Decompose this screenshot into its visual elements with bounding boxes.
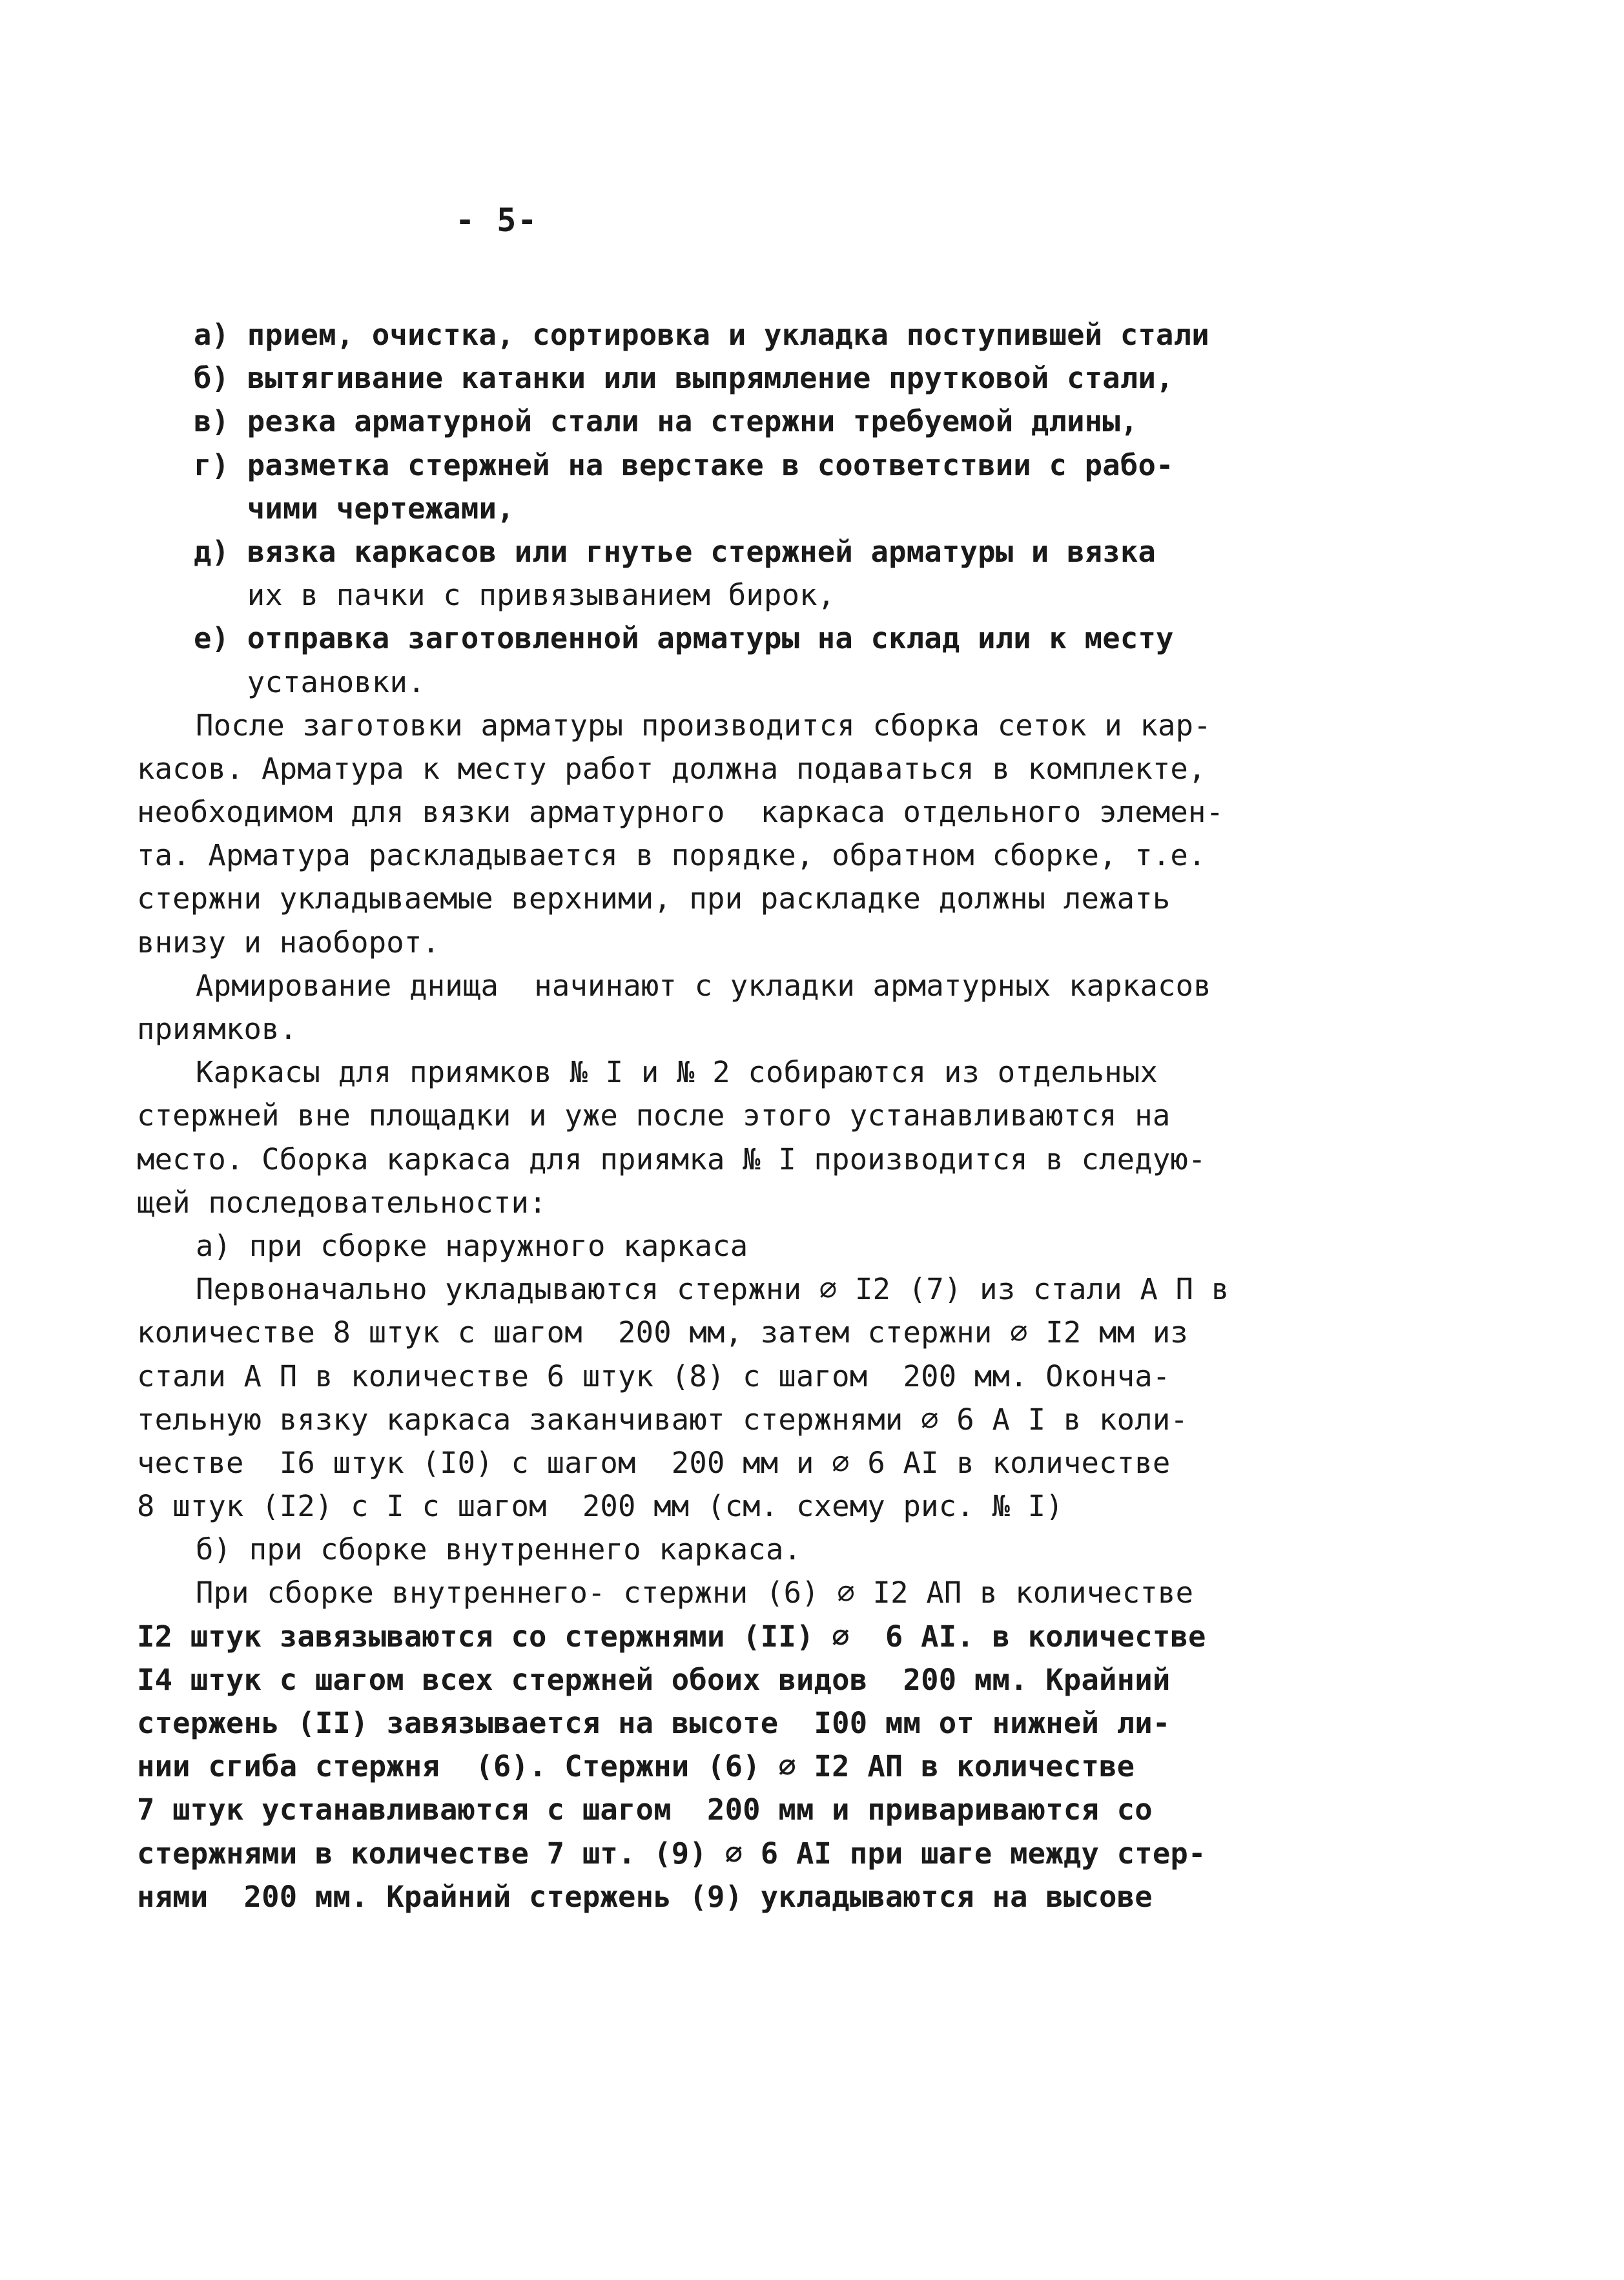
text-line: г) разметка стержней на верстаке в соответствии с рабо- (194, 447, 1174, 482)
text-line: Первоначально укладываются стержни ∅ I2 (7) из стали А П в (196, 1272, 1229, 1307)
text-line: место. Сборка каркаса для приямка № I производится в следую- (137, 1142, 1206, 1176)
text-line: При сборке внутреннего- стержни (6) ∅ I2 АП в количестве (196, 1576, 1194, 1610)
text-line: честве I6 штук (I0) с шагом 200 мм и ∅ 6 АI в количестве (137, 1445, 1171, 1480)
text-line: е) отправка заготовленной арматуры на склад или к месту (194, 621, 1174, 656)
page-number: - 5- (455, 201, 539, 239)
text-line: б) вытягивание катанки или выпрямление прутковой стали, (194, 361, 1174, 396)
text-line: I4 штук с шагом всех стержней обоих видов 200 мм. Крайний (137, 1662, 1171, 1697)
text-line: в) резка арматурной стали на стержни требуемой длины, (194, 404, 1138, 439)
text-line: нии сгиба стержня (6). Стержни (6) ∅ I2 АП в количестве (137, 1749, 1135, 1784)
body-text (129, 313, 1227, 1918)
text-line: а) прием, очистка, сортировка и укладка поступившей стали (194, 318, 1209, 352)
text-line: нями 200 мм. Крайний стержень (9) укладываются на высове (137, 1879, 1153, 1914)
text-line: установки. (194, 664, 426, 699)
text-line: Армирование днища начинают с укладки арматурных каркасов (196, 968, 1211, 1003)
text-line: I2 штук завязываются со стержнями (II) ∅ 6 АI. в количестве (137, 1619, 1206, 1654)
text-line: щей последовательности: (137, 1185, 547, 1220)
text-line: Каркасы для приямков № I и № 2 собираются из отдельных (196, 1055, 1158, 1090)
text-line: касов. Арматура к месту работ должна подаваться в комплекте, (137, 751, 1206, 786)
text-line: стали А П в количестве 6 штук (8) с шагом 200 мм. Оконча- (137, 1359, 1171, 1393)
text-line: их в пачки с привязыванием бирок, (194, 578, 836, 613)
text-line: приямков. (137, 1012, 298, 1046)
text-line: б) при сборке внутреннего каркаса. (196, 1532, 802, 1567)
text-line: стержней вне площадки и уже после этого устанавливаются на (137, 1098, 1171, 1133)
text-line: 8 штук (I2) с I с шагом 200 мм (см. схему рис. № I) (137, 1489, 1064, 1524)
text-line: необходимом для вязки арматурного каркаса отдельного элемен- (137, 795, 1224, 830)
text-line: стержень (II) завязывается на высоте I00 мм от нижней ли- (137, 1706, 1171, 1740)
text-line: та. Арматура раскладывается в порядке, обратном сборке, т.е. (137, 838, 1206, 873)
text-line: После заготовки арматуры производится сборка сеток и кар- (196, 708, 1211, 743)
text-line: 7 штук устанавливаются с шагом 200 мм и привариваются со (137, 1792, 1153, 1827)
text-line: тельную вязку каркаса заканчивают стержнями ∅ 6 А I в коли- (137, 1402, 1189, 1437)
text-line: внизу и наоборот. (137, 925, 440, 960)
text-line: а) при сборке наружного каркаса (196, 1228, 748, 1263)
text-line: д) вязка каркасов или гнутье стержней арматуры и вязка (194, 534, 1156, 569)
text-line: чими чертежами, (194, 491, 515, 526)
text-line: количестве 8 штук с шагом 200 мм, затем стержни ∅ I2 мм из (137, 1315, 1189, 1350)
text-line: стержнями в количестве 7 шт. (9) ∅ 6 АI при шаге между стер- (137, 1836, 1206, 1871)
text-line: стержни укладываемые верхними, при раскладке должны лежать (137, 881, 1171, 916)
